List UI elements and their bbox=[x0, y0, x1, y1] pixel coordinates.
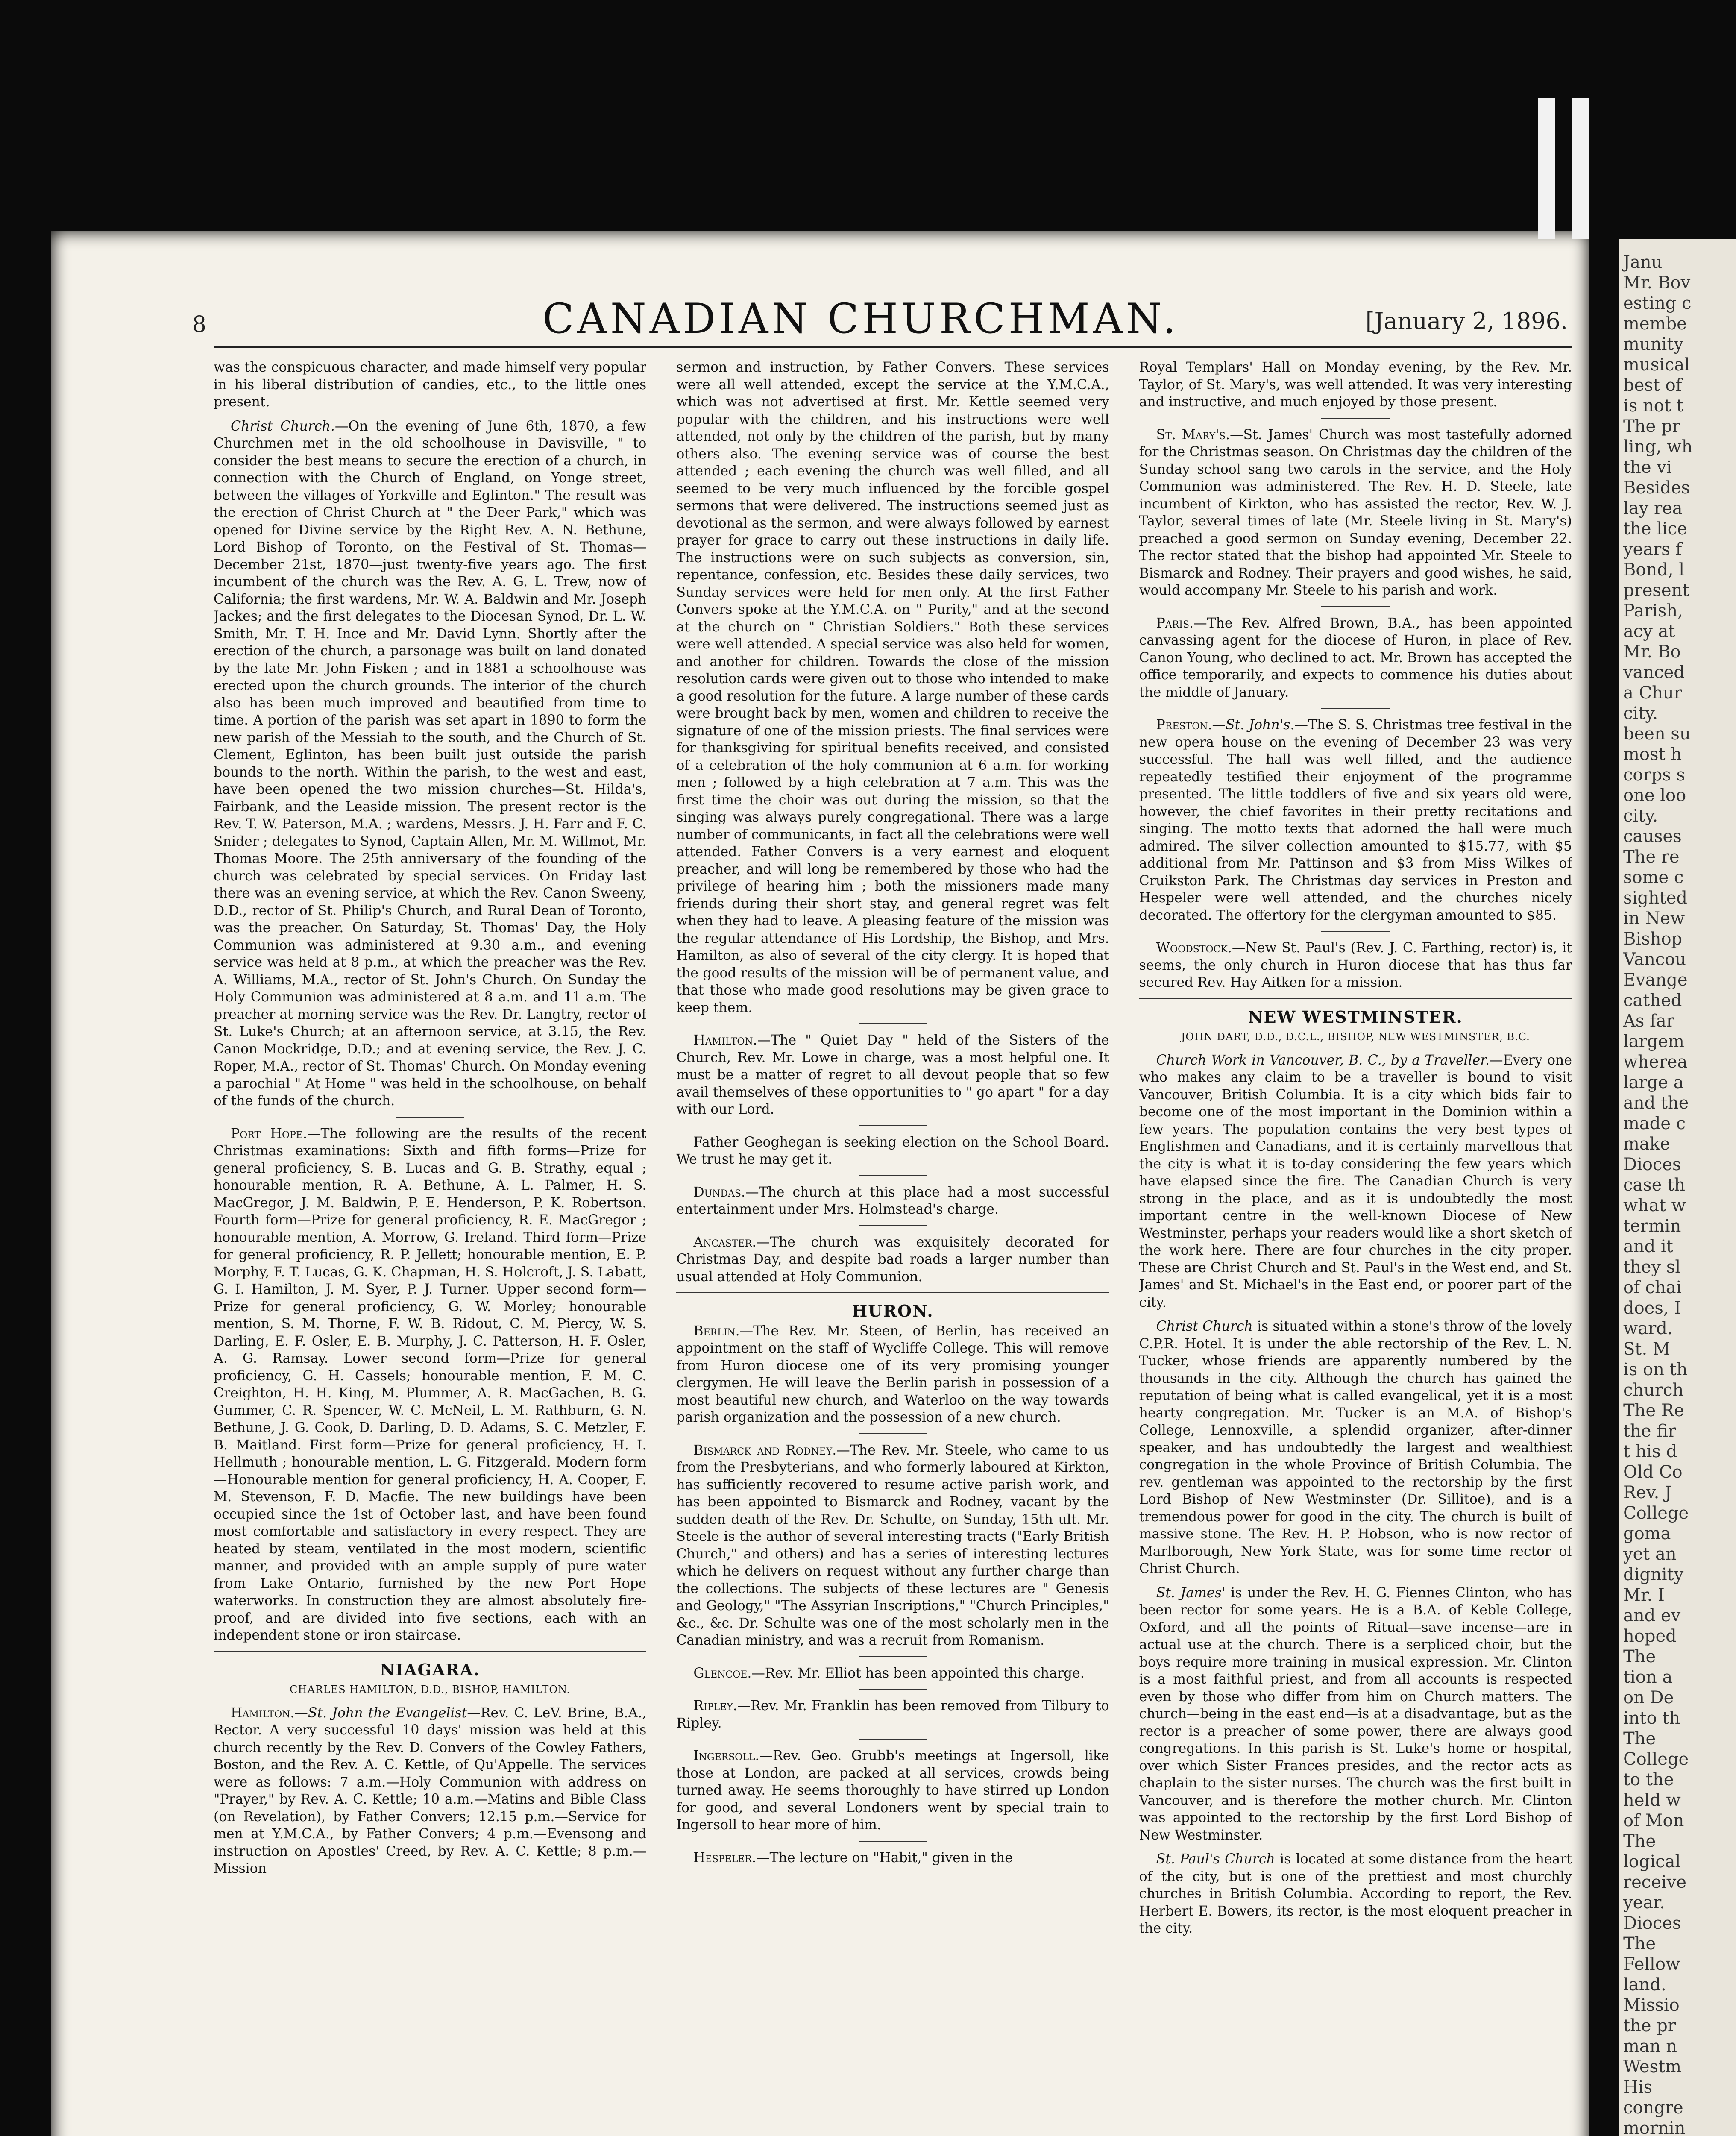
section-subheading-new-westminster: JOHN DART, D.D., D.C.L., BISHOP, NEW WESTMINSTER, B.C. bbox=[1181, 1031, 1530, 1043]
text-hespeler: —The lecture on "Habit," given in the bbox=[756, 1850, 1013, 1866]
edge-fragment: case th bbox=[1623, 1175, 1685, 1195]
text-st-marys: —St. James' Church was most tastefully adorned for the Christmas season. On Christmas day the children of the Sunday school sang two carols in the service, and the Holy Communion was administered. The Rev. H. D. Steele, late incumbent of Kirkton, who has assisted the rector, Rev. W. J. Taylor, several times of late (Mr. Steele living in St. Mary's) preached a good sermon on Sunday evening, December 22. The rector stated that the bishop had appointed Mr. Steele to Bismarck and Rodney. Their prayers and good wishes, he said, would accompany Mr. Steele to his parish and work. bbox=[1139, 427, 1572, 598]
edge-fragment: musical bbox=[1623, 355, 1690, 375]
section-heading-niagara: NIAGARA. bbox=[380, 1660, 480, 1679]
separator bbox=[859, 1433, 927, 1434]
edge-fragment: wherea bbox=[1623, 1052, 1688, 1072]
edge-fragment: The bbox=[1623, 1729, 1656, 1749]
edge-fragment: dignity bbox=[1623, 1565, 1684, 1584]
text-christ-church: —On the evening of June 6th, 1870, a few Churchmen met in the old schoolhouse in Davisville, " to consider the best means to secure the erection of a church, in connection with the Church of England, on Yonge street, between the villages of Yorkville and Eglinton." The result was the erection of Christ Church at " the Deer Park," which was opened for Divine service by the Right Rev. A. N. Bethune, Lord Bishop of Toronto, on the Festival of St. Thomas—December 21st, 1870—just twenty-five years ago. The first incumbent of the church was the Rev. A. G. L. Trew, now of California; the first wardens, Mr. W. A. Baldwin and Mr. Joseph Jackes; and the first delegates to the Diocesan Synod, Dr. L. W. Smith, Mr. T. H. Ince and Mr. David Lynn. Shortly after the erection of the church, a parsonage was built on land donated by the late Mr. John Fisken ; and in 1881 a schoolhouse was erected upon the church grounds. The interior of the church also has been much improved and beautified from time to time. A portion of the parish was set apart in 1890 to form the new parish of the Messiah to the south, and the Church of St. Clement, Eglinton, has been built just outside the parish bounds to the north. Within the parish, to the west and east, have been opened the two mission churches—St. Hilda's, Fairbank, and the Leaside mission. The present rector is the Rev. T. W. Paterson, M.A. ; wardens, Messrs. J. H. Farr and F. C. Snider ; delegates to Synod, Captain Allen, Mr. M. Willmot, Mr. Thomas Moore. The 25th anniversary of the founding of the church was celebrated by special services. On Friday last there was an evening service, at which the Rev. Canon Sweeny, D.D., rector of St. Philip's Church, and Rural Dean of Toronto, was the preacher. On Saturday, St. Thomas' Day, the Holy Communion was administered at 9.30 a.m., and evening service was held at 8 p.m., at which the preacher was the Rev. A. Williams, M.A., rector of St. John's Church. On Sunday the Holy Communion was administered at 8 a.m. and 11 a.m. The preacher at morning service was the Rev. Dr. Langtry, rector of St. Luke's Church; at an afternoon service, at 3.15, the Rev. Canon Mockridge, D.D.; and at evening service, the Rev. J. C. Roper, M.A., rector of St. Thomas' Church. On Monday evening a parochial " At Home " was held in the schoolhouse, on behalf of the funds of the church. bbox=[214, 418, 647, 1109]
separator bbox=[859, 1225, 927, 1226]
edge-fragment: The bbox=[1623, 1647, 1656, 1667]
separator bbox=[859, 1023, 927, 1024]
lead-woodstock: Woodstock. bbox=[1156, 940, 1232, 956]
edge-fragment: to the bbox=[1623, 1770, 1674, 1790]
column-1 bbox=[214, 359, 646, 2136]
lead-christ-church: Christ Church. bbox=[231, 418, 335, 434]
paragraph-ripley bbox=[676, 1697, 1109, 1732]
lead-st-pauls: St. Paul's Church bbox=[1156, 1851, 1275, 1867]
edge-fragment: The bbox=[1623, 1934, 1656, 1954]
lead-preston: Preston. bbox=[1156, 717, 1212, 733]
edge-fragment: As far bbox=[1623, 1011, 1674, 1031]
edge-fragment: one loo bbox=[1623, 786, 1686, 805]
edge-fragment: sighted bbox=[1623, 888, 1688, 908]
edge-fragment: cathed bbox=[1623, 991, 1682, 1010]
edge-fragment: in New bbox=[1623, 909, 1685, 928]
edge-fragment: Mr. Bov bbox=[1623, 273, 1691, 293]
paragraph: sermon and instruction, by Father Convers. These services were all well attended, except the service at the Y.M.C.A., which was not advertised at first. Mr. Kettle seemed very popular with the children, and his instructions were well attended, not only by the children of the parish, but by many others also. The evening service was of course the best attended ; each evening the church was well filled, and all seemed to be very much influenced by the forcible gospel sermons that were delivered. The instructions seemed just as devotional as the sermon, and were always followed by earnest prayer for grace to carry out these instructions in daily life. The instructions were on such subjects as conversion, sin, repentance, confession, etc. Besides these daily services, two Sunday services were held for men only. At the first Father Convers spoke at the Y.M.C.A. on " Purity," and at the second at the church on " Christian Soldiers." Both these services were well attended. A special service was also held for women, and another for children. Towards the close of the mission resolution cards were given out to those who intended to make a good resolution for the future. A large number of these cards were brought back by men, women and children to receive the signature of one of the mission priests. The final services were for thanksgiving for spiritual benefits received, and consisted of a celebration of the holy communion at 6 a.m. for working men ; followed by a high celebration at 7 a.m. This was the first time the choir was out during the mission, so that the singing was always purely congregational. There was a large number of communicants, in fact all the celebrations were well attended. Father Convers is a very earnest and eloquent preacher, and will long be remembered by those who had the privilege of hearing him ; both the missioners made many friends during their short stay, and general regret was felt when they had to leave. A pleasing feature of the mission was the regular attendance of His Lordship, the Bishop, and Mrs. Hamilton, as also of several of the city clergy. It is hoped that the good results of the mission will be of permanent value, and that those who made good resolutions may be given grace to keep them. bbox=[676, 360, 1109, 1015]
paragraph-christ-church bbox=[214, 418, 646, 1110]
paragraph-preston bbox=[1139, 716, 1572, 924]
edge-fragment: corps s bbox=[1623, 765, 1685, 785]
text-ingersoll: —Rev. Geo. Grubb's meetings at Ingersoll, like those at London, are packed at all services, crowds being turned away. He seems thoroughly to have stirred up London for good, and several Londoners went by special train to Ingersoll to hear more of him. bbox=[676, 1748, 1109, 1833]
lead-paris: Paris. bbox=[1156, 615, 1194, 631]
header-rule bbox=[214, 346, 1572, 348]
edge-fragment: on De bbox=[1623, 1688, 1674, 1708]
church-name-preston: —St. John's. bbox=[1212, 717, 1295, 733]
paragraph-geoghegan: Father Geoghegan is seeking election on the School Board. We trust he may get it. bbox=[676, 1134, 1109, 1167]
lead-hamilton: Hamilton. bbox=[693, 1033, 757, 1048]
text-paris: —The Rev. Alfred Brown, B.A., has been appointed canvassing agent for the diocese of Huron, in place of Rev. Canon Young, who declined to act. Mr. Brown has accepted the office temporarily, and expects to commence his duties about the middle of January. bbox=[1139, 615, 1572, 700]
newspaper-page bbox=[51, 231, 1589, 2136]
lead-port-hope: Port Hope. bbox=[231, 1126, 307, 1141]
edge-fragment: Old Co bbox=[1623, 1462, 1683, 1482]
paragraph-hamilton-quiet-day bbox=[676, 1032, 1109, 1118]
section-heading-new-westminster: NEW WESTMINSTER. bbox=[1248, 1007, 1463, 1027]
column-3 bbox=[1139, 359, 1572, 2136]
edge-fragment: a Chur bbox=[1623, 683, 1682, 703]
edge-fragment: city. bbox=[1623, 704, 1658, 723]
text-bismarck: —The Rev. Mr. Steele, who came to us from the Presbyterians, and who formerly laboured at Kirkton, has sufficiently recovered to resume active parish work, and has been appointed to Bismarck and Rodney, vacant by the sudden death of the Rev. Dr. Schulte, on Sunday, 15th ult. Mr. Steele is the author of several interesting tracts ("Early British Church," and others) and has a series of interesting lectures which he delivers on request without any further charge than the collections. The subjects of these lectures are " Genesis and Geology," "The Assyrian Inscriptions," "Church Principles," &c., &c. Dr. Schulte was one of the most scholarly men in the Canadian ministry, and was a recruit from Romanism. bbox=[676, 1442, 1109, 1648]
text-woodstock: —New St. Paul's (Rev. J. C. Farthing, rector) is, it seems, the only church in Huron diocese that has thus far secured Rev. Hay Aitken for a mission. bbox=[1139, 940, 1572, 990]
edge-fragment: hoped bbox=[1623, 1626, 1677, 1646]
edge-fragment: the vi bbox=[1623, 458, 1672, 477]
edge-fragment: termin bbox=[1623, 1216, 1681, 1236]
edge-fragment: been su bbox=[1623, 724, 1691, 744]
edge-fragment: Mr. Bo bbox=[1623, 642, 1681, 662]
paragraph-st-pauls bbox=[1139, 1851, 1572, 1937]
edge-fragment: is not t bbox=[1623, 396, 1683, 416]
edge-fragment: ling, wh bbox=[1623, 437, 1693, 457]
edge-fragment: does, I bbox=[1623, 1298, 1681, 1318]
text-christ-church-vancouver: is situated within a stone's throw of the lovely C.P.R. Hotel. It is under the able rectorship of the Rev. L. N. Tucker, whose friends are apparently numbered by the thousands in the city. Although the church has gained the reputation of being what is called evangelical, yet it is a most hearty congregation. Mr. Tucker is an M.A. of Bishop's College, Lennoxville, a splendid organizer, after-dinner speaker, and has undoubtedly the largest and wealthiest congregation in the whole Province of British Columbia. The rev. gentleman was appointed to the rectorship by the first Lord Bishop of New Westminster (Dr. Sillitoe), and is a tremendous power for good in the city. The church is built of massive stone. The Rev. H. P. Hobson, who is now rector of Marlborough, New York State, was for some time rector of Christ Church. bbox=[1139, 1319, 1572, 1576]
lead-glencoe: Glencoe. bbox=[693, 1665, 752, 1681]
edge-fragment: made c bbox=[1623, 1114, 1686, 1133]
edge-fragment: mornin bbox=[1623, 2118, 1686, 2136]
edge-fragment: Janu bbox=[1623, 252, 1663, 272]
lead-dundas: Dundas. bbox=[693, 1184, 745, 1200]
paragraph-berlin bbox=[676, 1323, 1109, 1426]
lead-ingersoll: Ingersoll. bbox=[693, 1748, 760, 1763]
edge-fragment: and the bbox=[1623, 1093, 1689, 1113]
edge-fragment: goma bbox=[1623, 1524, 1671, 1543]
edge-fragment: city. bbox=[1623, 806, 1658, 826]
edge-fragment: most h bbox=[1623, 745, 1682, 764]
edge-fragment: Bishop bbox=[1623, 929, 1683, 949]
paragraph: was the conspicuous character, and made himself very popular in his liberal distribution of candies, etc., to the little ones present. bbox=[214, 360, 647, 410]
edge-fragment: year. bbox=[1623, 1893, 1665, 1913]
edge-fragment: Evange bbox=[1623, 970, 1688, 990]
adjacent-page-edge bbox=[1619, 239, 1736, 2136]
edge-fragment: Rev. J bbox=[1623, 1483, 1672, 1502]
separator bbox=[859, 1656, 927, 1657]
lead-ancaster: Ancaster. bbox=[693, 1234, 757, 1250]
separator bbox=[859, 1841, 927, 1842]
edge-fragment: Bond, l bbox=[1623, 560, 1685, 580]
edge-fragment: Dioces bbox=[1623, 1913, 1681, 1933]
edge-fragment: College bbox=[1623, 1503, 1689, 1523]
paragraph-woodstock bbox=[1139, 939, 1572, 992]
edge-fragment: make bbox=[1623, 1134, 1670, 1154]
text-hamilton-quiet-day: —The " Quiet Day " held of the Sisters of the Church, Rev. Mr. Lowe in charge, was a most helpful one. It must be a matter of regret to all devout people that so few avail themselves of these opportunities to " go apart " for a day with our Lord. bbox=[676, 1033, 1109, 1117]
film-mark bbox=[1572, 98, 1589, 239]
edge-fragment: College bbox=[1623, 1749, 1689, 1769]
text-berlin: —The Rev. Mr. Steen, of Berlin, has received an appointment on the staff of Wycliffe College. This will remove from Huron diocese one of its very promising younger clergymen. He will leave the Berlin parish in possession of a most beautiful new church, and Waterloo on the way towards parish organization and the possession of a new church. bbox=[676, 1323, 1109, 1425]
edge-fragment: Westm bbox=[1623, 2057, 1682, 2077]
edge-fragment: membe bbox=[1623, 314, 1687, 334]
lead-hespeler: Hespeler. bbox=[693, 1850, 757, 1866]
edge-fragment: into th bbox=[1623, 1708, 1680, 1728]
edge-fragment: present bbox=[1623, 581, 1689, 600]
edge-fragment: Parish, bbox=[1623, 601, 1683, 621]
edge-fragment: church bbox=[1623, 1380, 1684, 1400]
separator bbox=[1321, 606, 1390, 607]
paragraph: Royal Templars' Hall on Monday evening, by the Rev. Mr. Taylor, of St. Mary's, was well attended. It was very interesting and instructive, and much enjoyed by those present. bbox=[1139, 360, 1572, 410]
separator bbox=[396, 1117, 464, 1118]
text-st-james: is under the Rev. H. G. Fiennes Clinton, who has been rector for some years. He is a B.A. of Keble College, Oxford, and all the points of Ritual—save incense—are in actual use at the church. There is a serpliced choir, but the boys require more training in musical expression. Mr. Clinton is a most faithful priest, and from all accounts is respected even by those who differ from him on Church matters. The church—being in the east end—is at a disadvantage, but as the rector is a preacher of some power, there are always good congregations. In this parish is St. Luke's home or hospital, over which Sister Frances presides, and the rector acts as chaplain to the sister nurses. The church was the first built in Vancouver, and is therefore the mother church. Mr. Clinton was appointed to the rectorship by the first Lord Bishop of New Westminster. bbox=[1139, 1585, 1572, 1843]
lead-hamilton: Hamilton. bbox=[231, 1705, 295, 1721]
separator bbox=[859, 1125, 927, 1126]
paragraph-church-work bbox=[1139, 1052, 1572, 1312]
edge-fragment: some c bbox=[1623, 868, 1684, 887]
paragraph-dundas bbox=[676, 1184, 1109, 1218]
page-header bbox=[192, 295, 1572, 342]
page-number: 8 bbox=[192, 312, 207, 337]
section-heading-huron: HURON. bbox=[852, 1301, 934, 1320]
film-mark bbox=[1538, 98, 1555, 239]
lead-church-work: Church Work in Vancouver, B. C., by a Traveller. bbox=[1156, 1052, 1490, 1068]
paragraph-port-hope bbox=[214, 1125, 646, 1644]
text-hamilton: —Rev. C. LeV. Brine, B.A., Rector. A very successful 10 days' mission was held at this church recently by the Rev. D. Convers of the Cowley Fathers, Boston, and the Rev. A. C. Kettle, of Qu'Appelle. The services were as follows: 7 a.m.—Holy Communion with address on "Prayer," by Rev. A. C. Kettle; 10 a.m.—Matins and Bible Class (on Revelation), by Father Convers; 12.15 p.m.—Service for men at Y.M.C.A., by Father Convers; 4 p.m.—Evensong and instruction on Apostles' Creed, by Rev. A. C. Kettle; 8 p.m.—Mission bbox=[214, 1705, 647, 1876]
separator bbox=[859, 1739, 927, 1740]
masthead: CANADIAN CHURCHMAN. bbox=[542, 295, 1179, 343]
edge-fragment: is on th bbox=[1623, 1360, 1688, 1379]
edge-fragment: causes bbox=[1623, 827, 1682, 846]
edge-fragment: man n bbox=[1623, 2036, 1677, 2056]
edge-fragment: yet an bbox=[1623, 1544, 1677, 1564]
edge-fragment: Missio bbox=[1623, 1995, 1680, 2015]
separator bbox=[859, 1175, 927, 1176]
paragraph-bismarck bbox=[676, 1442, 1109, 1649]
paragraph-st-james bbox=[1139, 1584, 1572, 1844]
edge-fragment: of Mon bbox=[1623, 1811, 1684, 1831]
edge-fragment: St. M bbox=[1623, 1339, 1670, 1359]
section-subheading-niagara: CHARLES HAMILTON, D.D., BISHOP, HAMILTON. bbox=[290, 1684, 571, 1696]
edge-fragment: esting c bbox=[1623, 293, 1692, 313]
paragraph-ancaster bbox=[676, 1234, 1109, 1286]
text-port-hope: —The following are the results of the recent Christmas examinations: Sixth and fifth forms—Prize for general proficiency, S. B. Lucas and G. B. Strathy, equal ; honourable mention, R. A. Bethune, A. L. Palmer, H. S. MacGregor, J. M. Baldwin, P. E. Henderson, P. K. Robertson. Fourth form—Prize for general proficiency, R. E. MacGregor ; honourable mention, A. Morrow, G. Ireland. Third form—Prize for general proficiency, R. P. Jellett; honourable mention, E. P. Morphy, F. T. Lucas, G. K. Chapman, H. S. Holcroft, J. S. Labatt, G. I. Hamilton, J. M. Syer, P. J. Turner. Upper second form—Prize for general proficiency, G. W. Morley; honourable mention, S. M. Thorne, F. W. B. Ridout, C. M. Piercy, W. S. Darling, E. F. Osler, E. B. Murphy, J. C. Patterson, H. F. Osler, A. G. Ramsay. Lower second form—Prize for general proficiency, G. H. Cassels; honourable mention, F. M. C. Creighton, H. H. King, M. Plummer, A. R. MacGachen, B. G. Gummer, C. R. Spencer, W. C. McNeil, L. M. Rathburn, G. N. Bethune, J. G. Cook, D. Darling, D. D. Adams, S. C. Metzler, F. B. Maitland. First form—Prize for general proficiency, H. I. Hellmuth ; honourable mention, L. G. Fitzgerald. Modern form—Honourable mention for general proficiency, H. A. Cooper, F. M. Stevenson, F. D. Macfie. The new buildings have been occupied since the 1st of October last, and have been found most comfortable and satisfactory in every respect. They are heated by steam, ventilated in the most modern, scientific manner, and provided with an ample supply of pure water from Lake Ontario, furnished by the new Port Hope waterworks. In construction they are almost absolutely fire-proof, and are divided into five sections, each with an independent stone or iron staircase. bbox=[214, 1126, 647, 1643]
text-preston: —The S. S. Christmas tree festival in the new opera house on the evening of December 23 was very successful. The hall was well filled, and the audience repeatedly testified their enjoyment of the programme presented. The little toddlers of five and six years old were, however, the chief favorites in their pretty recitations and singing. The motto texts that adorned the hall were much admired. The silver collection amounted to $15.77, with $5 additional from Mr. Pattinson and $3 from Miss Wilkes of Cruikston Park. The Christmas day services in Preston and Hespeler were well attended, and the churches nicely decorated. The offertory for the clergyman amounted to $85. bbox=[1139, 717, 1572, 923]
paragraph-hamilton bbox=[214, 1705, 646, 1878]
paragraph-glencoe bbox=[676, 1665, 1109, 1682]
paragraph-ingersoll bbox=[676, 1747, 1109, 1834]
edge-fragment: and it bbox=[1623, 1237, 1673, 1256]
paragraph-st-marys bbox=[1139, 426, 1572, 599]
lead-bismarck: Bismarck and Rodney. bbox=[693, 1442, 837, 1458]
text-ripley: —Rev. Mr. Franklin has been removed from Tilbury to Ripley. bbox=[676, 1698, 1109, 1731]
article-columns bbox=[214, 359, 1572, 2136]
edge-fragment: land. bbox=[1623, 1975, 1666, 1995]
separator bbox=[859, 1689, 927, 1690]
lead-st-marys: St. Mary's. bbox=[1156, 427, 1230, 443]
separator bbox=[1321, 931, 1390, 932]
edge-fragment: munity bbox=[1623, 334, 1683, 354]
edge-fragment: they sl bbox=[1623, 1257, 1681, 1277]
edge-fragment: what w bbox=[1623, 1196, 1686, 1215]
edge-fragment: lay rea bbox=[1623, 499, 1683, 518]
paragraph-christ-church-vancouver bbox=[1139, 1318, 1572, 1578]
edge-fragment: congre bbox=[1623, 2098, 1683, 2118]
edge-fragment: His bbox=[1623, 2077, 1653, 2097]
edge-fragment: acy at bbox=[1623, 622, 1675, 641]
section-rule bbox=[676, 1292, 1109, 1293]
edge-fragment: of chai bbox=[1623, 1278, 1682, 1297]
edge-fragment: Dioces bbox=[1623, 1155, 1681, 1174]
section-rule bbox=[1139, 998, 1572, 999]
edge-fragment: Mr. I bbox=[1623, 1585, 1665, 1605]
edge-fragment: The pr bbox=[1623, 417, 1680, 436]
edge-fragment: logical bbox=[1623, 1852, 1681, 1872]
column-2 bbox=[676, 359, 1109, 2136]
edge-fragment: large a bbox=[1623, 1073, 1684, 1092]
text-church-work: —Every one who makes any claim to be a traveller is bound to visit Vancouver, British Columbia. It is a city which bids fair to become one of the most important in the Dominion within a few years. The population contains the very best types of Englishmen and Canadians, and it is certainly marvellous that the city is what it is to-day considering the few years which have elapsed since the fire. The Canadian Church is very strong in the place, and as it is undoubtedly the most important centre in the well-known Diocese of New Westminster, perhaps your readers would like a short sketch of the work here. There are four churches in the city proper. These are Christ Church and St. Paul's in the West end, and St. James' and St. Michael's in the East end, or poorer part of the city. bbox=[1139, 1052, 1572, 1310]
edge-fragment: Fellow bbox=[1623, 1954, 1680, 1974]
edge-fragment: The Re bbox=[1623, 1401, 1684, 1420]
edge-fragment: Vancou bbox=[1623, 950, 1686, 969]
edge-fragment: ward. bbox=[1623, 1319, 1673, 1338]
church-name-hamilton: —St. John the Evangelist bbox=[294, 1705, 467, 1721]
section-rule bbox=[214, 1651, 646, 1652]
lead-st-james: St. James' bbox=[1156, 1585, 1226, 1601]
paragraph-hespeler bbox=[676, 1849, 1109, 1867]
edge-fragment: the pr bbox=[1623, 2016, 1676, 2036]
separator bbox=[1321, 708, 1390, 709]
edge-fragment: The re bbox=[1623, 847, 1680, 867]
lead-berlin: Berlin. bbox=[693, 1323, 740, 1339]
text-dundas: —The church at this place had a most successful entertainment under Mrs. Holmstead's charge. bbox=[676, 1184, 1109, 1217]
edge-fragment: the lice bbox=[1623, 519, 1687, 539]
paragraph-paris bbox=[1139, 615, 1572, 701]
edge-fragment: years f bbox=[1623, 540, 1682, 559]
edge-fragment: vanced bbox=[1623, 663, 1685, 682]
edge-fragment: largem bbox=[1623, 1032, 1684, 1051]
separator bbox=[1321, 418, 1390, 419]
text-glencoe: —Rev. Mr. Elliot has been appointed this charge. bbox=[751, 1665, 1085, 1681]
issue-date: [January 2, 1896. bbox=[1365, 308, 1568, 334]
edge-fragment: receive bbox=[1623, 1872, 1686, 1892]
text-st-pauls: is located at some distance from the heart of the city, but is one of the prettiest and most churchly churches in British Columbia. According to report, the Rev. Herbert E. Bowers, its rector, is the most eloquent preacher in the city. bbox=[1139, 1851, 1572, 1936]
edge-fragment: The bbox=[1623, 1831, 1656, 1851]
lead-christ-church-vancouver: Christ Church bbox=[1156, 1319, 1253, 1334]
edge-fragment: t his d bbox=[1623, 1442, 1677, 1461]
edge-fragment: held w bbox=[1623, 1790, 1681, 1810]
edge-fragment: tion a bbox=[1623, 1667, 1673, 1687]
edge-fragment: and ev bbox=[1623, 1606, 1681, 1625]
edge-fragment: best of bbox=[1623, 376, 1682, 395]
lead-ripley: Ripley. bbox=[693, 1698, 737, 1713]
edge-fragment: the fir bbox=[1623, 1421, 1677, 1441]
text-ancaster: —The church was exquisitely decorated for Christmas Day, and despite bad roads a larger number than usual attended at Holy Communion. bbox=[676, 1234, 1109, 1285]
edge-fragment: Besides bbox=[1623, 478, 1690, 498]
